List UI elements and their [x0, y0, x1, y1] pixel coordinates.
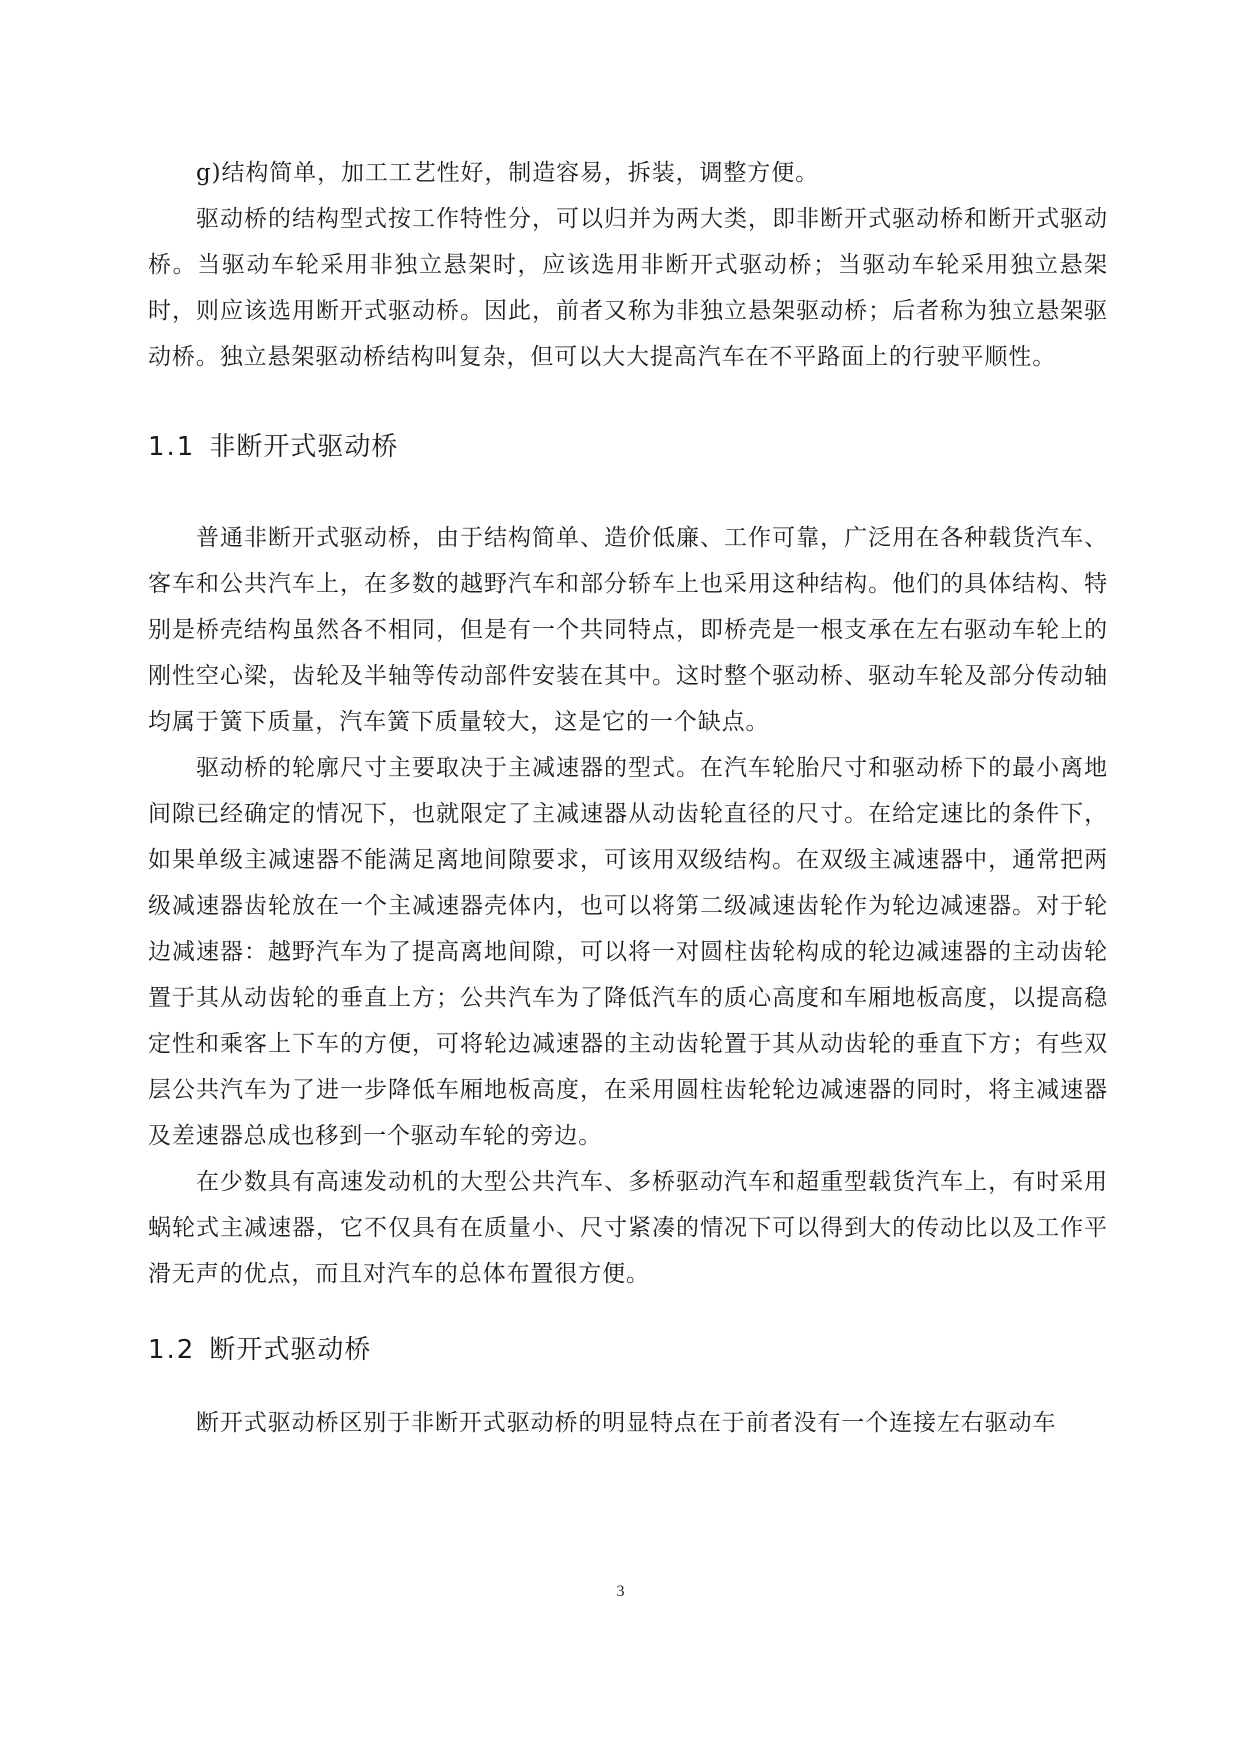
- paragraph-worm-gear-reducer: 在少数具有高速发动机的大型公共汽车、多桥驱动汽车和超重型载货汽车上，有时采用蜗轮式主减速器，它不仅具有在质量小、尺寸紧凑的情况下可以得到大的传动比以及工作平滑无声的优点，而且对汽车的总体布置很方便。: [148, 1169, 1108, 1287]
- section-title: 断开式驱动桥: [209, 1335, 372, 1365]
- page-body: [148, 150, 1108, 1446]
- section-number: 1.1: [148, 432, 196, 462]
- paragraph-drive-axle-types: 驱动桥的结构型式按工作特性分，可以归并为两大类，即非断开式驱动桥和断开式驱动桥。当驱动车轮采用非独立悬架时，应该选用非断开式驱动桥；当驱动车轮采用独立悬架时，则应该选用断开式驱动桥。因此，前者又称为非独立悬架驱动桥；后者称为独立悬架驱动桥。独立悬架驱动桥结构叫复杂，但可以大大提高汽车在不平路面上的行驶平顺性。: [148, 206, 1108, 370]
- paragraph-item-g: g)结构简单，加工工艺性好，制造容易，拆装，调整方便。: [196, 160, 819, 186]
- section-title: 非断开式驱动桥: [209, 432, 399, 462]
- section-heading-1-1: [148, 426, 1108, 463]
- section-number: 1.2: [148, 1335, 196, 1365]
- section-heading-1-2: [148, 1329, 1108, 1366]
- page-number: 3: [616, 1583, 625, 1600]
- paragraph-split-axle: 断开式驱动桥区别于非断开式驱动桥的明显特点在于前者没有一个连接左右驱动车: [196, 1410, 1057, 1436]
- paragraph-axle-dimensions: 驱动桥的轮廓尺寸主要取决于主减速器的型式。在汽车轮胎尺寸和驱动桥下的最小离地间隙已经确定的情况下，也就限定了主减速器从动齿轮直径的尺寸。在给定速比的条件下，如果单级主减速器不能满足离地间隙要求，可该用双级结构。在双级主减速器中，通常把两级减速器齿轮放在一个主减速器壳体内，也可以将第二级减速齿轮作为轮边减速器。对于轮边减速器：越野汽车为了提高离地间隙，可以将一对圆柱齿轮构成的轮边减速器的主动齿轮置于其从动齿轮的垂直上方；公共汽车为了降低汽车的质心高度和车厢地板高度，以提高稳定性和乘客上下车的方便，可将轮边减速器的主动齿轮置于其从动齿轮的垂直下方；有些双层公共汽车为了进一步降低车厢地板高度，在采用圆柱齿轮轮边减速器的同时，将主减速器及差速器总成也移到一个驱动车轮的旁边。: [148, 755, 1108, 1149]
- paragraph-non-split-axle: 普通非断开式驱动桥，由于结构简单、造价低廉、工作可靠，广泛用在各种载货汽车、客车和公共汽车上，在多数的越野汽车和部分轿车上也采用这种结构。他们的具体结构、特别是桥壳结构虽然各不相同，但是有一个共同特点，即桥壳是一根支承在左右驱动车轮上的刚性空心梁，齿轮及半轴等传动部件安装在其中。这时整个驱动桥、驱动车轮及部分传动轴均属于簧下质量，汽车簧下质量较大，这是它的一个缺点。: [148, 525, 1108, 735]
